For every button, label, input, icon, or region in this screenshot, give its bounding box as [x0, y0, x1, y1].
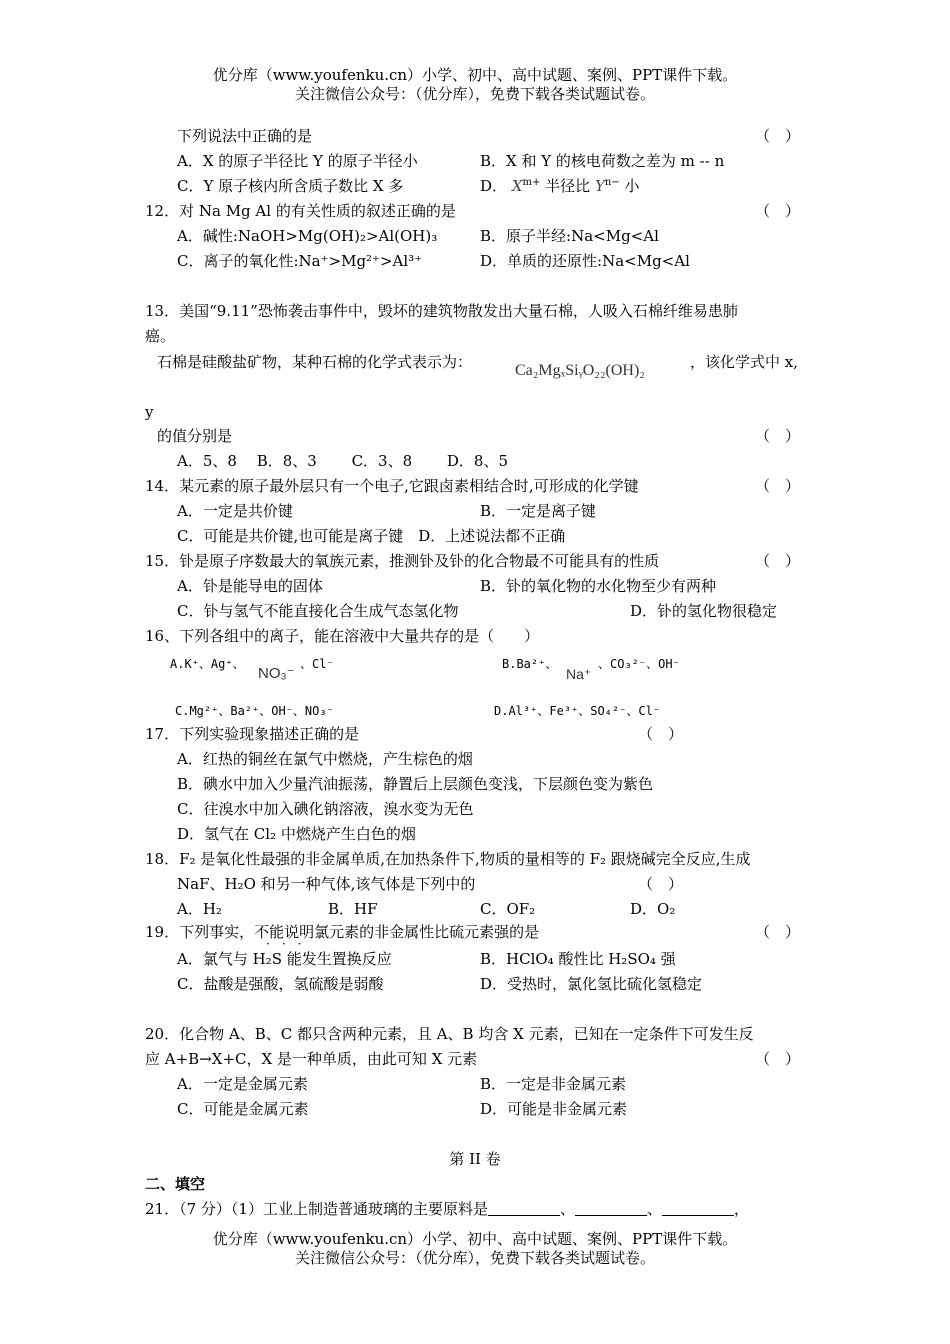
- q15-option-c: C．钋与氢气不能直接化合生成气态氢化物: [177, 602, 459, 620]
- q16-option-a-prefix: A.K⁺、Ag⁺、: [170, 657, 245, 671]
- q13-line-1: 13．美国“9.11”恐怖袭击事件中，毁坏的建筑物散发出大量石棉，人吸入石棉纤维易患肺: [145, 302, 738, 320]
- q18-option-d: D．O₂: [630, 900, 676, 918]
- q11-option-d-prefix: D．: [480, 177, 508, 195]
- q18-option-b: B．HF: [328, 900, 378, 918]
- q14-option-a: A．一定是共价键: [177, 502, 293, 520]
- q13-options: A．5、8 B．8、3 C．3、8 D．8、5: [177, 452, 509, 470]
- q18-line-2: NaF、H₂O 和另一种气体,该气体是下列中的: [177, 875, 476, 893]
- q14-stem: 14．某元素的原子最外层只有一个电子,它跟卤素相结合时,可形成的化学键: [145, 477, 639, 495]
- q16-option-a-nitrate: NO₃⁻: [258, 665, 295, 682]
- q12-option-d: D．单质的还原性:Na<Mg<Al: [480, 252, 690, 270]
- q12-stem: 12．对 Na Mg Al 的有关性质的叙述正确的是: [145, 202, 456, 220]
- q21-sep-2: 、: [646, 1200, 662, 1218]
- q16-option-b-prefix: B.Ba²⁺、: [502, 657, 558, 671]
- q13-formula: Ca₂MgₓSiᵧO₂₂(OH)₂: [515, 362, 645, 379]
- q14-answer-blank: （ ）: [755, 477, 801, 495]
- q20-line-1: 20．化合物 A、B、C 都只含两种元素，且 A、B 均含 X 元素，已知在一定条件下可发生反: [145, 1025, 754, 1043]
- q13-line-2: 癌。: [145, 327, 176, 345]
- q11-option-d-post: 小: [624, 177, 640, 195]
- q11-ion-y: Y: [594, 177, 605, 195]
- q21-blank-1[interactable]: [488, 1201, 560, 1216]
- section-heading: 二、填空: [145, 1175, 206, 1193]
- header-line-2: 关注微信公众号：（优分库），免费下载各类试题试卷。: [294, 85, 655, 103]
- q21-sep-1: 、: [559, 1200, 575, 1218]
- q19-option-a: A．氯气与 H₂S 能发生置换反应: [177, 950, 392, 968]
- q11-option-d-mid: 半径比: [545, 177, 591, 195]
- q20-option-d: D．可能是非金属元素: [480, 1100, 628, 1118]
- q19-emphasis-dots: ···: [266, 937, 314, 951]
- q18-line-1: 18．F₂ 是氧化性最强的非金属单质,在加热条件下,物质的量相等的 F₂ 跟烧碱完全反应,生成: [145, 850, 751, 868]
- q15-option-a: A．钋是能导电的固体: [177, 577, 323, 595]
- q14-option-b: B．一定是离子键: [480, 502, 597, 520]
- q13-line-5: 的值分别是: [157, 427, 233, 445]
- q20-option-a: A．一定是金属元素: [177, 1075, 308, 1093]
- q11-option-c: C．Y 原子核内所含质子数比 X 多: [177, 177, 404, 195]
- q16-option-c: C.Mg²⁺、Ba²⁺、OH⁻、NO₃⁻: [175, 704, 334, 718]
- q13-line-3-post: ，该化学式中 x,: [690, 353, 798, 371]
- q11-stem: 下列说法中正确的是: [177, 127, 313, 145]
- q17-option-d: D．氢气在 Cl₂ 中燃烧产生白色的烟: [177, 825, 416, 843]
- q17-option-a: A．红热的铜丝在氯气中燃烧，产生棕色的烟: [177, 750, 473, 768]
- q11-ion-x: X: [511, 177, 523, 195]
- q16-option-b-sodium: Na⁺: [566, 666, 592, 682]
- q11-ion-y-charge: n−: [604, 177, 620, 188]
- q18-option-c: C．OF₂: [480, 900, 536, 918]
- q15-answer-blank: （ ）: [755, 552, 801, 570]
- q12-option-a: A．碱性:NaOH>Mg(OH)₂>Al(OH)₃: [177, 227, 438, 245]
- q21-line: [145, 1199, 749, 1219]
- q12-option-b: B．原子半经:Na<Mg<Al: [480, 227, 659, 245]
- q16-option-a-suffix: 、Cl⁻: [300, 657, 334, 671]
- q20-answer-blank: （ ）: [755, 1050, 801, 1068]
- q11-option-a: A．X 的原子半径比 Y 的原子半径小: [177, 152, 418, 170]
- q21-blank-3[interactable]: [662, 1201, 734, 1216]
- q17-answer-blank: （ ）: [638, 725, 684, 743]
- q13-line-4: y: [145, 403, 154, 421]
- q21-text: 21．（7 分）（1）工业上制造普通玻璃的主要原料是: [145, 1200, 488, 1218]
- q14-option-cd: C．可能是共价键,也可能是离子键 D．上述说法都不正确: [177, 527, 566, 545]
- q11-option-d: [480, 176, 639, 196]
- q11-ion-x-charge: m+: [522, 177, 541, 188]
- q13-line-3: 石棉是硅酸盐矿物，某种石棉的化学式表示为：: [157, 353, 473, 371]
- q20-line-2: 应 A+B→X+C，X 是一种单质，由此可知 X 元素: [145, 1050, 478, 1068]
- q19-stem: 19．下列事实，不能说明氯元素的非金属性比硫元素强的是: [145, 923, 540, 941]
- q20-option-b: B．一定是非金属元素: [480, 1075, 627, 1093]
- q17-stem: 17．下列实验现象描述正确的是: [145, 725, 360, 743]
- q17-option-c: C．往溴水中加入碘化钠溶液，溴水变为无色: [177, 800, 474, 818]
- q19-answer-blank: （ ）: [755, 923, 801, 941]
- q19-option-b: B．HClO₄ 酸性比 H₂SO₄ 强: [480, 950, 676, 968]
- q21-blank-2[interactable]: [575, 1201, 647, 1216]
- q15-stem: 15．钋是原子序数最大的氧族元素，推测钋及钋的化合物最不可能具有的性质: [145, 552, 660, 570]
- section-title: 第 II 卷: [449, 1150, 501, 1168]
- q16-option-b-suffix: 、CO₃²⁻、OH⁻: [598, 657, 680, 671]
- q18-option-a: A．H₂: [177, 900, 222, 918]
- footer-line-1: 优分库（www.youfenku.cn）小学、初中、高中试题、案例、PPT课件下载。: [212, 1230, 738, 1248]
- q16-option-d: D.Al³⁺、Fe³⁺、SO₄²⁻、Cl⁻: [494, 704, 661, 718]
- q15-option-b: B．钋的氧化物的水化物至少有两种: [480, 577, 717, 595]
- q17-option-b: B．碘水中加入少量汽油振荡，静置后上层颜色变浅，下层颜色变为紫色: [177, 775, 654, 793]
- footer-line-2: 关注微信公众号：（优分库），免费下载各类试题试卷。: [294, 1249, 655, 1267]
- q16-stem: 16、下列各组中的离子，能在溶液中大量共存的是（ ）: [145, 627, 540, 645]
- q11-answer-blank: （ ）: [755, 127, 801, 145]
- q13-answer-blank: （ ）: [755, 427, 801, 445]
- q19-option-c: C．盐酸是强酸，氢硫酸是弱酸: [177, 975, 384, 993]
- q19-option-d: D．受热时，氯化氢比硫化氢稳定: [480, 975, 703, 993]
- q18-answer-blank: （ ）: [638, 875, 684, 893]
- q12-answer-blank: （ ）: [755, 202, 801, 220]
- q15-option-d: D．钋的氢化物很稳定: [630, 602, 778, 620]
- q11-option-b: B．X 和 Y 的核电荷数之差为 m -- n: [480, 152, 725, 170]
- q12-option-c: C．离子的氧化性:Na⁺>Mg²⁺>Al³⁺: [177, 252, 423, 270]
- q21-end: ，: [733, 1200, 749, 1218]
- header-line-1: 优分库（www.youfenku.cn）小学、初中、高中试题、案例、PPT课件下载。: [212, 66, 738, 84]
- q20-option-c: C．可能是金属元素: [177, 1100, 309, 1118]
